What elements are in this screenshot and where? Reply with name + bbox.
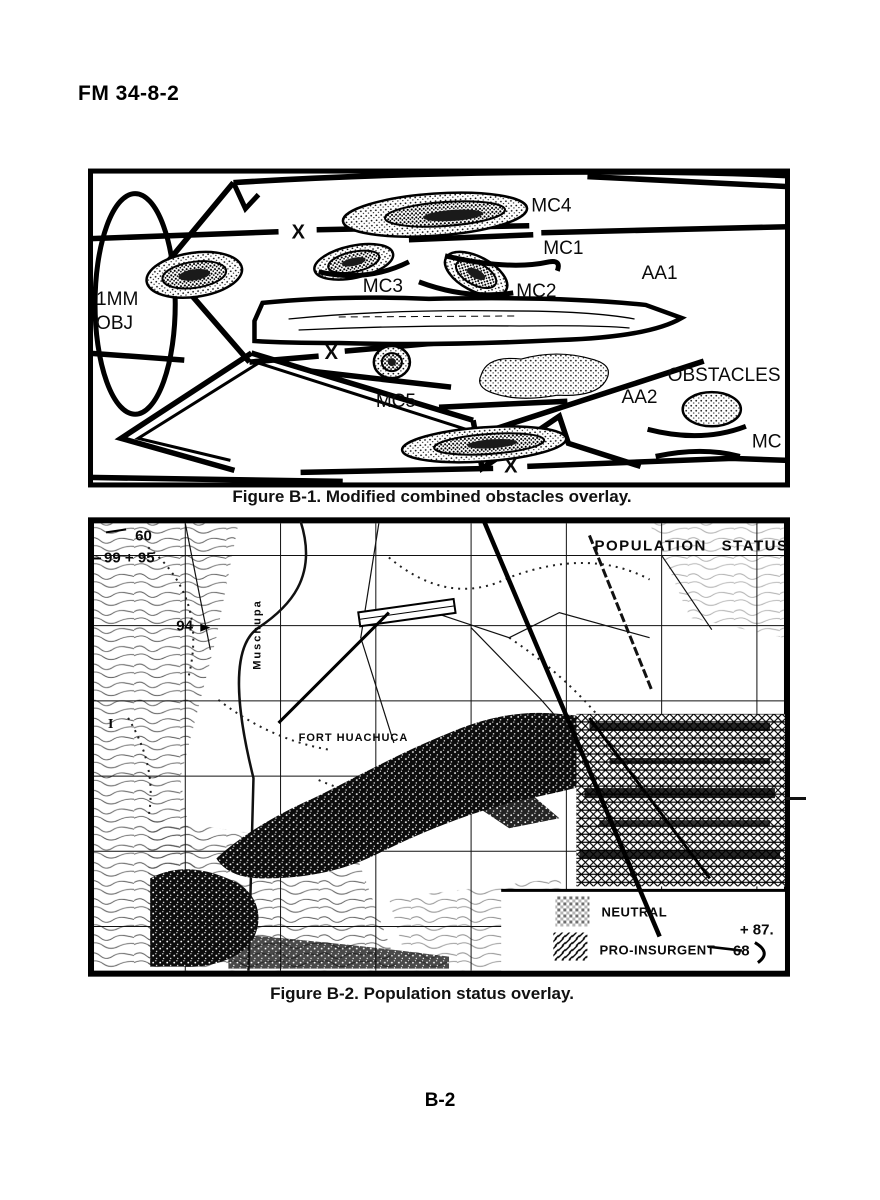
figure-b2-graphic — [88, 517, 790, 982]
obstacles-legend-ellipse — [683, 392, 741, 426]
unit-symbol-label: I — [108, 715, 114, 732]
mc1-label: MC1 — [543, 237, 584, 259]
stream-label: Muschupa — [251, 599, 264, 670]
figure-b1-svg — [88, 168, 790, 488]
grid-ref-68: 68 — [732, 942, 750, 960]
grid-ref-99-95: 99 + 95 — [104, 549, 155, 567]
mc4-label: MC4 — [531, 195, 572, 217]
neutral-swatch — [555, 896, 589, 926]
figure-b2-caption: Figure B-2. Population status overlay. — [270, 984, 574, 1003]
figure-b1-graphic — [88, 168, 790, 493]
objective-label-line2: OBJ — [96, 313, 134, 335]
mc5-label: MC5 — [375, 391, 417, 413]
grid-ref-87: + 87. — [739, 921, 774, 939]
obstacle-blob-small-circle — [374, 346, 410, 378]
figure-b1-caption: Figure B-1. Modified combined obstacles overlay. — [232, 487, 632, 506]
mc3-label: MC3 — [362, 275, 404, 297]
terrain-outline-blob — [254, 298, 681, 344]
fort-huachuca-label: FORT HUACHUCA — [298, 731, 409, 744]
obstacles-legend-label: OBSTACLES — [667, 365, 781, 387]
pro-insurgent-label: PRO-INSURGENT — [599, 942, 716, 958]
pro-insurgent-swatch — [553, 933, 587, 961]
population-status-title: POPULATION STATUS — [594, 537, 789, 555]
objective-label-line1: 1MM — [96, 288, 139, 310]
neutral-label: NEUTRAL — [601, 904, 668, 920]
aa1-label: AA1 — [641, 262, 678, 284]
mc2-label: MC2 — [516, 280, 557, 302]
aa2-label: AA2 — [621, 387, 658, 409]
page-header: FM 34-8-2 — [78, 82, 180, 105]
mc-legend-label: MC — [751, 431, 782, 453]
boundary-x-top: X — [291, 221, 305, 244]
page-number: B-2 — [424, 1090, 456, 1111]
neutral-city-block — [576, 714, 785, 886]
figure-b2-svg — [88, 517, 790, 977]
obstacle-area-freeform — [480, 354, 609, 398]
grid-ref-94: 94 — [176, 617, 193, 635]
margin-tick-line — [786, 797, 806, 800]
boundary-x-bottom: X — [504, 455, 518, 478]
boundary-x-middle: X — [324, 342, 339, 365]
grid-ref-60: 60 — [135, 527, 152, 545]
